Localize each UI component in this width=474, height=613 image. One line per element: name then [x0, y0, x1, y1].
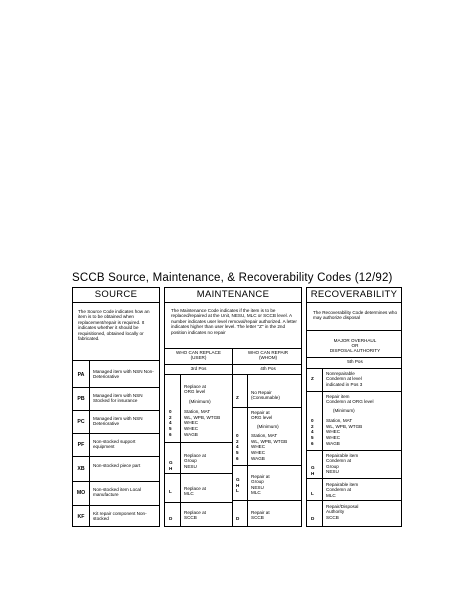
replace-sccb-code: D	[169, 516, 173, 521]
disposal-authority-heading: MAJOR OVERHAUL OR DISPOSAL AUTHORITY	[329, 338, 381, 354]
recoverability-panel	[306, 287, 402, 527]
source-intro: The Source Code indicates how an item is to be obtained when replacement/repair is required. It indicates whether it should be requisitioned, obtained locally or fabricated.	[78, 309, 150, 342]
repair-minimum: (Minimum)	[257, 424, 279, 429]
source-code: XB	[77, 465, 85, 472]
recoverability-group-codes: G H	[311, 465, 315, 476]
replace-level-names: Station, MAT WL, WPB, WTGB WHEC WHEC WAGB	[184, 409, 221, 437]
repair-sccb-code: D	[236, 516, 240, 521]
recoverability-org-level: Repair item Condemn at ORG level	[326, 394, 374, 405]
source-description: Managed item with NSN Stocked for insurance	[93, 392, 143, 403]
recoverability-group: Repairable item Condemn at Group NESU	[326, 453, 359, 475]
source-header: SOURCE	[73, 288, 159, 303]
replace-group: Replace at Group NESU	[184, 453, 206, 469]
source-code: KF	[77, 513, 85, 520]
recoverability-sccb-code: D	[311, 516, 315, 521]
replace-minimum: (Minimum)	[189, 399, 211, 404]
source-code: PB	[77, 395, 85, 402]
replace-sccb: Replace at SCCB	[184, 510, 206, 521]
source-panel	[72, 287, 160, 527]
source-description: Non-stocked item Local manufacture	[93, 487, 142, 498]
recoverability-nonrepairable: Nonrepairable Condemn at level indicated in Pos 3	[326, 371, 363, 387]
source-description: Managed item with NSN Non-Deteriorative	[93, 368, 154, 379]
repair-group: Repair at Group NESU MLC	[251, 474, 270, 496]
recoverability-z-code: Z	[311, 376, 314, 381]
source-description: Non-stocked piece part	[93, 462, 141, 468]
source-description: Kit repair component Non-stocked	[93, 510, 147, 521]
third-position-label: 3rd Pos	[190, 366, 207, 371]
maintenance-panel	[164, 287, 302, 527]
source-description: Managed item with NSN Deteriorative	[93, 415, 143, 426]
recoverability-level-names: Station, MAT WL, WPB, WTGB WHEC WHEC WAGB	[326, 418, 363, 446]
recoverability-header: RECOVERABILITY	[307, 288, 401, 303]
repair-level-numbers: 0 2 4 5 6	[236, 433, 239, 461]
repair-org-level: Repair at ORG level	[251, 410, 273, 421]
source-code: PF	[77, 441, 85, 448]
source-code: PA	[77, 371, 85, 378]
recoverability-intro: The Recoverability Code determines who may authorize disposal	[313, 310, 398, 321]
maintenance-intro: The Maintenance Code indicates if the item is to be replaced/repaired at the Unit, NESU, MLC or SCCB level. A number indicates user level removal/repair authorized. A letter indicates higher than user level. The letter "Z" in the 2nd position indicates no repair	[171, 308, 297, 335]
source-code: PC	[77, 418, 85, 425]
recoverability-level-numbers: 0 2 4 5 6	[311, 418, 314, 446]
replace-mlc-code: L	[169, 489, 172, 494]
replace-mlc: Replace at MLC	[184, 486, 206, 497]
who-can-repair-heading: WHO CAN REPAIR (WHOM)	[247, 350, 289, 361]
replace-group-codes: G H	[169, 460, 173, 471]
repair-group-codes: G H L	[236, 477, 240, 494]
repair-no-repair: No Repair (Consumable)	[251, 390, 280, 401]
replace-level-numbers: 0 2 4 5 6	[169, 409, 172, 437]
who-can-replace-heading: WHO CAN REPLACE (USER)	[176, 350, 221, 361]
recoverability-mlc-code: L	[311, 491, 314, 496]
fourth-position-label: 4th Pos	[260, 366, 276, 371]
repair-level-names: Station, MAT WL, WPB, WTGB WHEC WHEC WAGB	[251, 433, 288, 461]
recoverability-sccb: Repair/Disposal Authority SCCB	[326, 504, 359, 520]
source-description: Non-stocked support equipment	[93, 438, 136, 449]
repair-sccb: Repair at SCCB	[251, 510, 270, 521]
repair-z-code: Z	[236, 395, 239, 400]
replace-org-level: Replace at ORG level	[184, 384, 206, 395]
document-title: SCCB Source, Maintenance, & Recoverability Codes (12/92)	[72, 272, 393, 284]
maintenance-header: MAINTENANCE	[165, 288, 301, 303]
source-code: MO	[76, 490, 86, 496]
recoverability-minimum: (Minimum)	[333, 408, 355, 413]
fifth-position-label: 5th Pos	[347, 359, 363, 364]
recoverability-mlc: Repairable item Condemn at MLC	[326, 482, 359, 498]
